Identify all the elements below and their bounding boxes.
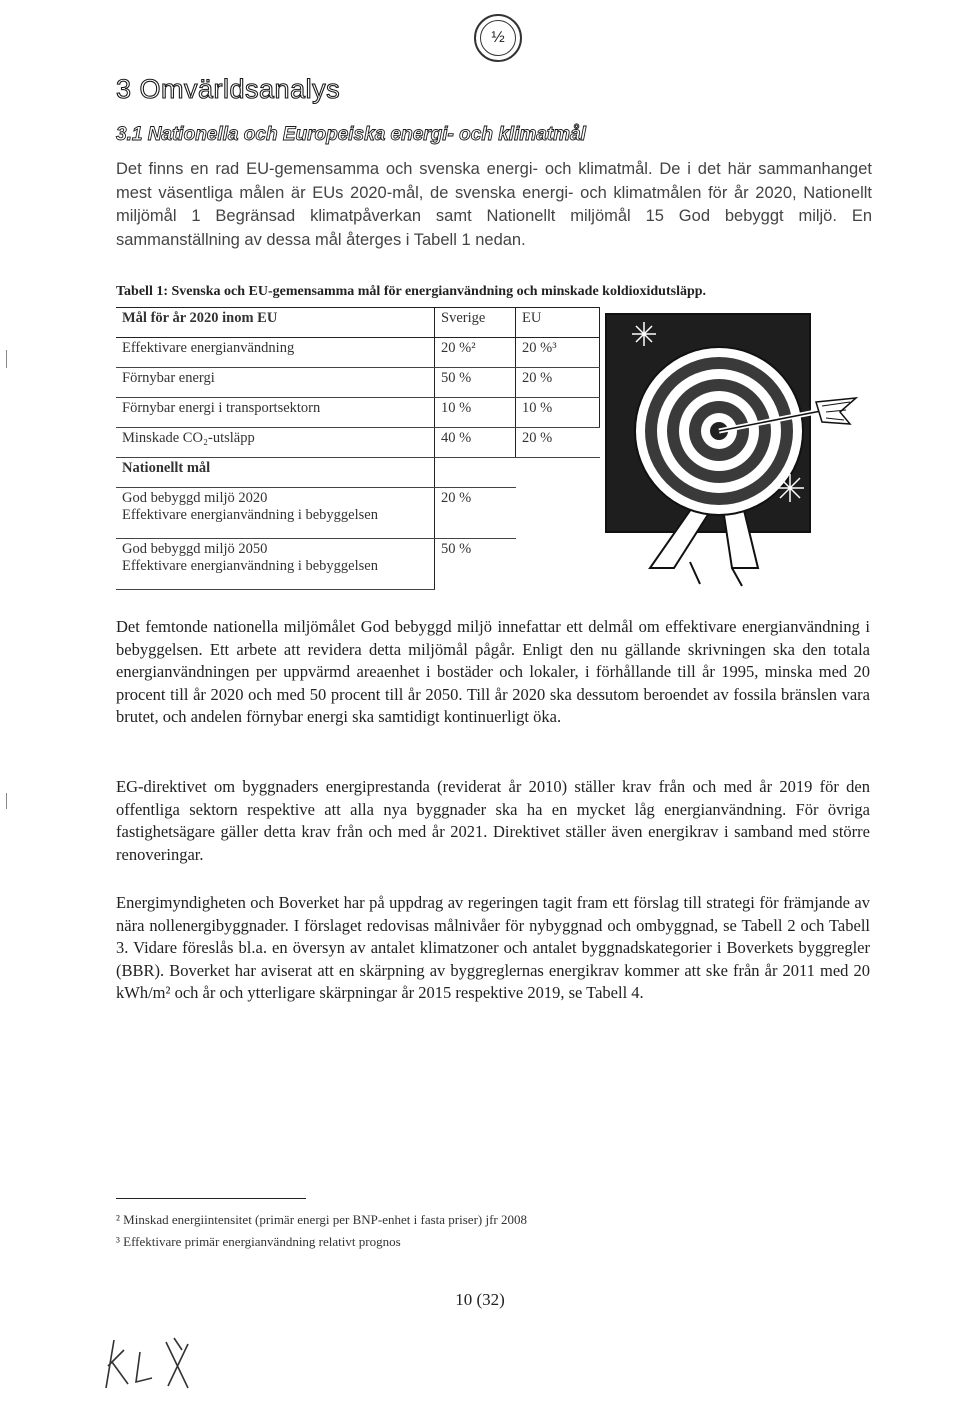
row-sverige: 50 % <box>435 368 516 398</box>
page-number: 10 (32) <box>455 1290 505 1309</box>
table-header-row <box>116 308 600 338</box>
row-label: Effektivare energianvändning <box>116 338 435 368</box>
paragraph-energimyndigheten: Energimyndigheten och Boverket har på uppdrag av regeringen tagit fram ett förslag till strategi för främjande av nära nollenergibyggnader. I förslaget redovisas målnivåer för nybyggnad och ombyggnad, se Tabell 2 och Tabell 3. Vidare föreslås bl.a. en översyn av antalet klimatzoner och antalet byggnadskategorier i Boverkets byggregler (BBR). Boverket har aviserat att en skärpning av byggreglernas energikrav kommer att ske från år 2011 med 20 kWh/m² och år och ytterligare skärpningar år 2015 respektive 2019, se Tabell 4. <box>116 893 870 1002</box>
row-sverige: 20 % <box>435 488 516 539</box>
goals-table <box>116 307 600 590</box>
header-goal: Mål för år 2020 inom EU <box>116 308 435 338</box>
row-eu: 10 % <box>516 398 600 428</box>
header-sverige: Sverige <box>435 308 516 338</box>
national-heading-row <box>116 458 600 488</box>
table-row <box>116 368 600 398</box>
row-eu: 20 % <box>516 428 600 458</box>
national-row-subtitle: Effektivare energianvändning i bebyggelsen <box>122 558 378 574</box>
margin-mark <box>6 350 7 368</box>
row-sverige: 20 %² <box>435 338 516 368</box>
footnote-3: ³ Effektivare primär energianvändning relativt prognos <box>116 1234 401 1249</box>
national-row-subtitle: Effektivare energianvändning i bebyggelsen <box>122 507 378 523</box>
table-row <box>116 398 600 428</box>
section-heading: 3 Omvärldsanalys <box>116 74 341 104</box>
footnote-divider <box>116 1198 306 1199</box>
national-heading: Nationellt mål <box>116 458 435 488</box>
page-stamp <box>474 14 522 62</box>
table-row <box>116 539 600 590</box>
subsection-heading: 3.1 Nationella och Europeiska energi- och klimatmål <box>116 124 586 145</box>
national-row-label <box>116 488 435 539</box>
dartboard-arrow-illustration <box>604 306 866 590</box>
footnote-2: ² Minskad energiintensitet (primär energi per BNP-enhet i fasta priser) jfr 2008 <box>116 1212 527 1227</box>
table-caption: Tabell 1: Svenska och EU-gemensamma mål för energianvändning och minskade koldioxidutsläpp. <box>116 284 707 299</box>
header-eu: EU <box>516 308 600 338</box>
table-row <box>116 428 600 458</box>
paragraph-eg-direktiv: EG-direktivet om byggnaders energiprestanda (reviderat år 2010) ställer krav från och med år 2019 för den offentliga sektorn respektive att alla nya byggnader ska ha en mycket låg energianvändning. För övriga fastighetsägare gäller detta krav från och med år 2021. Direktivet ställer även energikrav i samband med större renoveringar. <box>116 777 870 864</box>
row-label: Förnybar energi <box>116 368 435 398</box>
row-eu: 20 %³ <box>516 338 600 368</box>
margin-mark <box>6 793 7 809</box>
stamp-label: ½ <box>480 20 516 56</box>
row-eu: 20 % <box>516 368 600 398</box>
row-label: Minskade CO₂-utsläpp <box>116 428 435 458</box>
national-row-title: God bebyggd miljö 2020 <box>122 490 268 506</box>
row-sverige: 40 % <box>435 428 516 458</box>
handwritten-initials <box>96 1332 196 1392</box>
national-row-label <box>116 539 435 590</box>
row-label: Förnybar energi i transportsektorn <box>116 398 435 428</box>
paragraph-miljomal: Det femtonde nationella miljömålet God bebyggd miljö innefattar ett delmål om effektivare energianvändning i bebyggelsen. Ett arbete att revidera detta miljömål pågår. Enligt den nu gällande skrivningen ska den totala energianvändningen per uppvärmd areaenhet i bostäder och lokaler, i förhållande till år 1995, minska med 20 procent till år 2020 och med 50 procent till år 2050. Till år 2020 ska dessutom beroendet av fossila bränslen vara brutet, och andelen förnybar energi ska samtidigt kontinuerligt öka. <box>116 617 870 726</box>
table-row <box>116 338 600 368</box>
row-sverige: 10 % <box>435 398 516 428</box>
national-row-title: God bebyggd miljö 2050 <box>122 541 268 557</box>
intro-paragraph: Det finns en rad EU-gemensamma och svenska energi- och klimatmål. De i det här sammanhanget mest väsentliga målen är EUs 2020-mål, de svenska energi- och klimatmålen för år 2020, Nationellt miljömål 1 Begränsad klimatpåverkan samt Nationellt miljömål 15 God bebyggt miljö. En sammanställning av dessa mål återges i Tabell 1 nedan. <box>116 160 872 249</box>
row-sverige: 50 % <box>435 539 516 590</box>
table-row <box>116 488 600 539</box>
